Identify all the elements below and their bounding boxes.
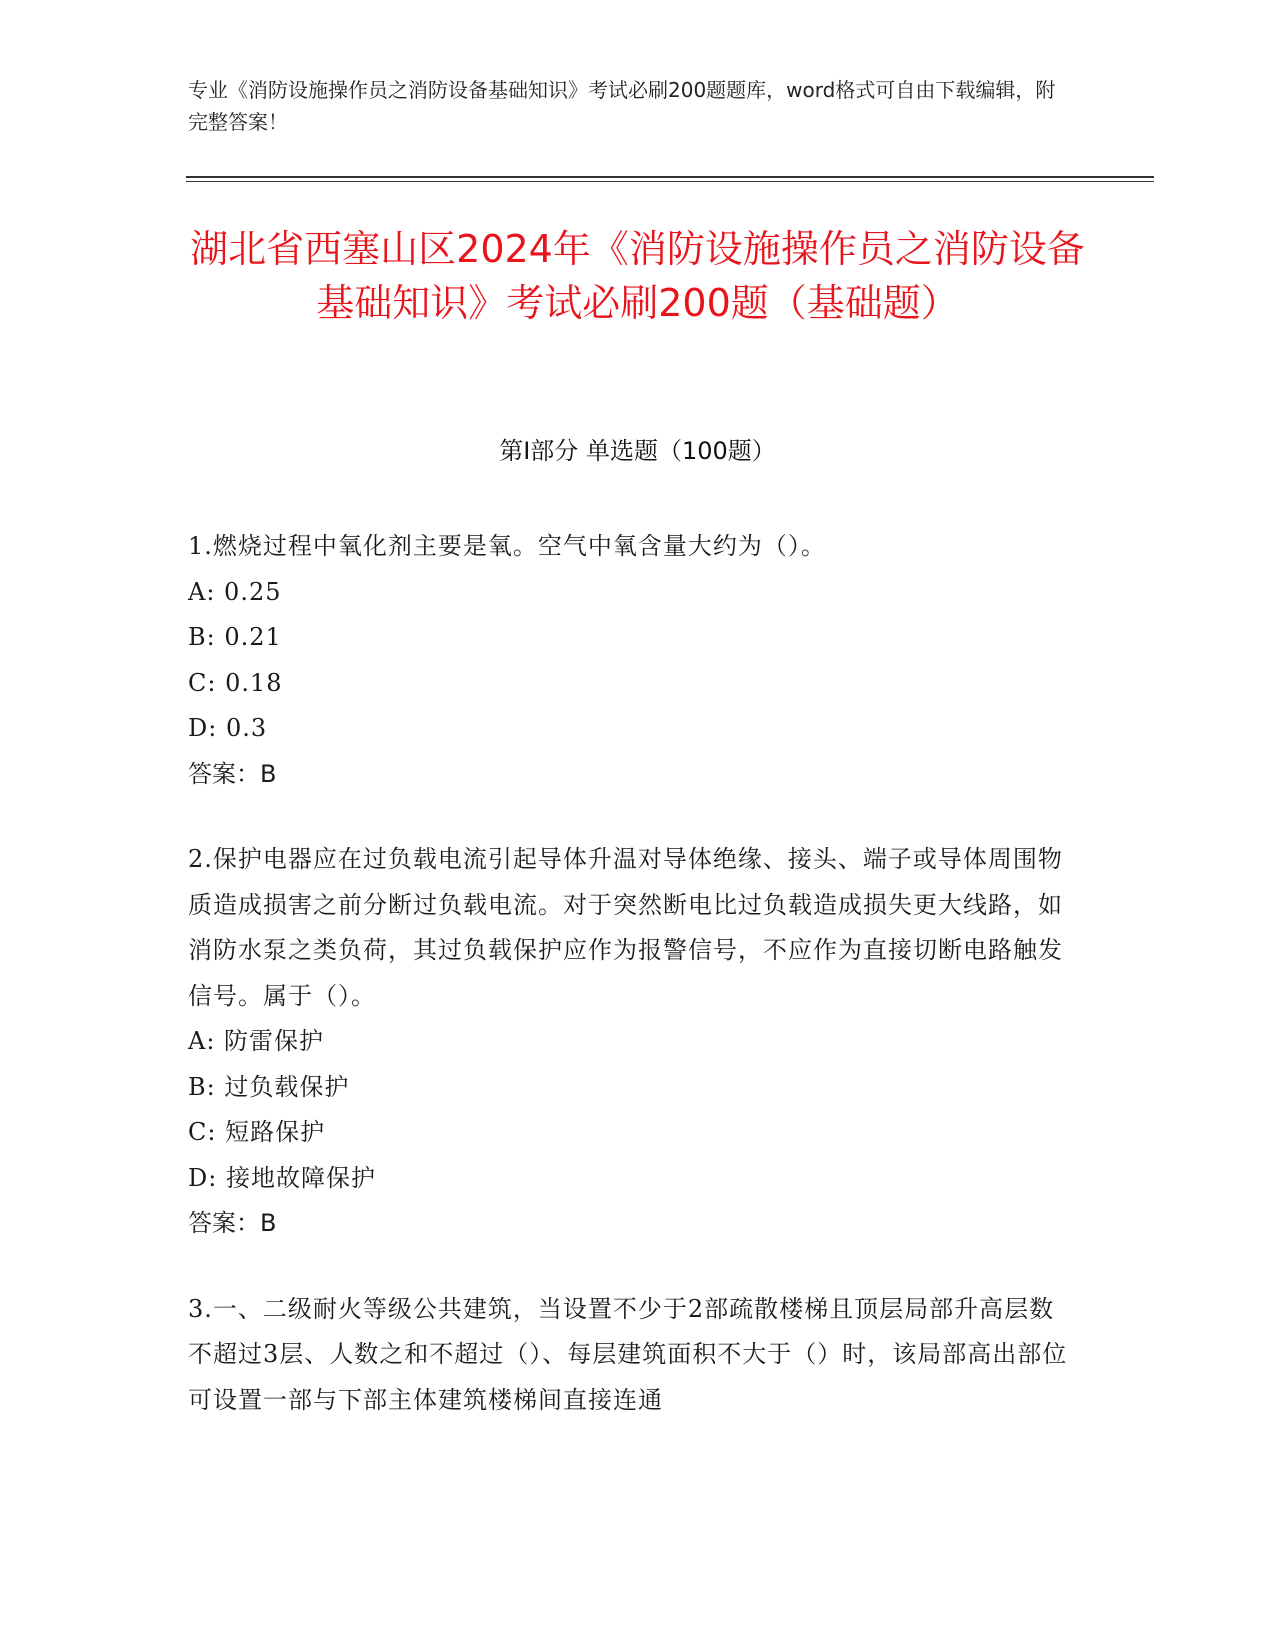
option-a: A: 0.25 [188,577,282,606]
option-c: C: 短路保护 [188,1118,326,1146]
option-a: A: 防雷保护 [188,1027,325,1055]
question-3 [188,1287,1068,1424]
question-2 [188,837,1068,1247]
answer: 答案：B [188,759,277,788]
question-stem: 3.一、二级耐火等级公共建筑，当设置不少于2部疏散楼梯且顶层局部升高层数不超过3层、人数之和不超过（）、每层建筑面积不大于（）时，该局部高出部位可设置一部与下部主体建筑楼梯间直接连通 [188,1294,1068,1414]
header-divider [186,176,1154,182]
option-c: C: 0.18 [188,668,283,697]
option-d: D: 0.3 [188,714,268,742]
option-b: B: 0.21 [188,623,282,651]
header-divider-thin [186,181,1154,182]
question-stem: 1.燃烧过程中氧化剂主要是氧。空气中氧含量大约为（）。 [188,532,826,560]
document-title: 湖北省西塞山区2024年《消防设施操作员之消防设备基础知识》考试必刷200题（基础题） [190,227,1085,325]
section-heading: 第I部分 单选题（100题） [499,437,776,465]
option-d: D: 接地故障保护 [188,1163,376,1192]
header-note: 专业《消防设施操作员之消防设备基础知识》考试必刷200题题库，word格式可自由下载编辑，附完整答案！ [188,78,1056,134]
header-divider-thick [186,176,1154,178]
question-stem: 2.保护电器应在过负载电流引起导体升温对导体绝缘、接头、端子或导体周围物质造成损害之前分断过负载电流。对于突然断电比过负载造成损失更大线路，如消防水泵之类负荷，其过负载保护应作为报警信号，不应作为直接切断电路触发信号。属于（）。 [188,845,1063,1010]
option-b: B: 过负载保护 [188,1072,350,1101]
answer: 答案：B [188,1209,277,1237]
question-1 [188,524,1068,797]
question-list [188,524,1068,1463]
